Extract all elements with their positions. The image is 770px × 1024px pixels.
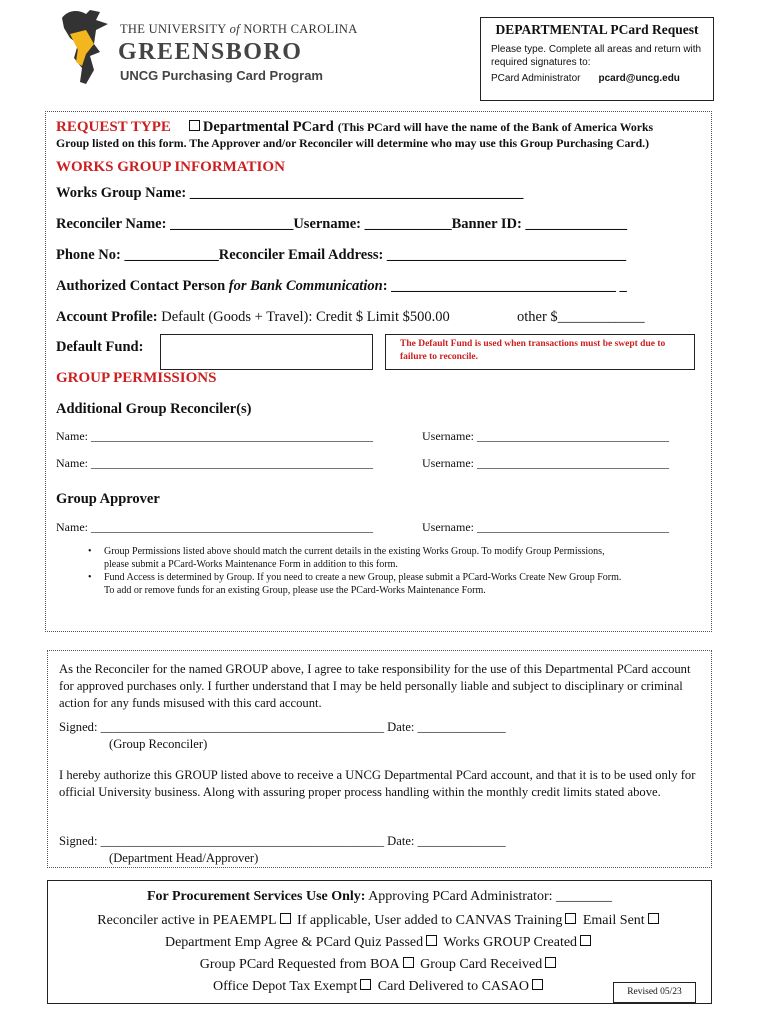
peaempl-checkbox[interactable] (280, 913, 291, 924)
request-box-instructions: Please type. Complete all areas and return with required signatures to: (491, 44, 702, 68)
quiz-passed-checkbox[interactable] (426, 935, 437, 946)
request-box-title: DEPARTMENTAL PCard Request (495, 22, 699, 37)
canvas-training-checkbox[interactable] (565, 913, 576, 924)
revised-date-label: Revised 05/23 (613, 982, 696, 1003)
approver-role-label: (Department Head/Approver) (109, 851, 259, 865)
logo-greensboro: GREENSBORO (118, 39, 303, 65)
request-type-label: REQUEST TYPE (56, 119, 171, 135)
permissions-notes (86, 546, 706, 598)
spartan-logo-icon (56, 8, 114, 86)
procurement-row-5: Office Depot Tax Exempt Card Delivered to CASAO (47, 979, 712, 995)
reconciler-signature-line[interactable]: Signed: _____________________________________________ Date: ______________ (59, 720, 506, 734)
reconciler-name-field[interactable]: Reconciler Name: _________________Username: ____________Banner ID: ______________ (56, 216, 627, 232)
phone-email-field[interactable]: Phone No: _____________Reconciler Email Address: _________________________________ (56, 247, 627, 263)
uncg-logo (56, 8, 358, 88)
request-type-row (56, 118, 653, 136)
card-received-checkbox[interactable] (545, 957, 556, 968)
request-box-admin: PCard Administrator pcard@uncg.edu (491, 73, 680, 84)
permissions-note-1: • Group Permissions listed above should match the current details in the existing Works Group. To modify Group Permissions, please submit a PCard-Works Maintenance Form in addition to this form. (86, 546, 706, 571)
additional-reconciler-username-2[interactable]: Username: ________________________________ (422, 456, 669, 470)
request-type-note-cont: Group listed on this form. The Approver and/or Reconciler will determine who may use this Group Purchasing Card.) (56, 136, 650, 150)
procurement-row-2: Reconciler active in PEAEMPL If applicable, User added to CANVAS Training Email Sent (47, 913, 712, 929)
reconciler-role-label: (Group Reconciler) (109, 737, 208, 751)
email-sent-checkbox[interactable] (648, 913, 659, 924)
procurement-row-4: Group PCard Requested from BOA Group Card Received (47, 957, 712, 973)
reconciler-agreement-text: As the Reconciler for the named GROUP above, I agree to take responsibility for the use of this Departmental PCard account for approved purchases only. I further understand that I may be held personally liable and subject to disciplinary or criminal action for any funds misused with this card account. (59, 662, 691, 710)
departmental-pcard-checkbox[interactable] (189, 120, 200, 131)
procurement-title-row: For Procurement Services Use Only: Approving PCard Administrator: ________ (146, 889, 613, 904)
account-profile-row: Account Profile: Default (Goods + Travel): Credit $ Limit $500.00 (56, 309, 450, 325)
default-fund-note: The Default Fund is used when transactions must be swept due to failure to reconcile. (385, 334, 695, 370)
additional-reconciler-username-1[interactable]: Username: ________________________________ (422, 429, 669, 443)
permissions-note-2: • Fund Access is determined by Group. If you need to create a new Group, please submit a PCard-Works Create New Group Form. To add or remove funds for an existing Group, please use the PCard-Works Maintenance Form. (86, 572, 706, 597)
request-info-box (480, 17, 714, 101)
approver-authorization-text: I hereby authorize this GROUP listed above to receive a UNCG Departmental PCard account, and that it is to be used only for official University business. Along with assuring proper process handling within the monthly credit limits stated above. (59, 768, 696, 799)
group-permissions-heading: GROUP PERMISSIONS (56, 370, 217, 386)
additional-reconciler-name-2[interactable]: Name: _______________________________________________ (56, 456, 373, 470)
works-group-created-checkbox[interactable] (580, 935, 591, 946)
boa-requested-checkbox[interactable] (403, 957, 414, 968)
tax-exempt-checkbox[interactable] (360, 979, 371, 990)
group-approver-username[interactable]: Username: ________________________________ (422, 520, 669, 534)
authorized-contact-field[interactable]: Authorized Contact Person for Bank Communication: _______________________________ _ (56, 278, 627, 294)
default-fund-input[interactable] (160, 334, 373, 370)
group-approver-name[interactable]: Name: _______________________________________________ (56, 520, 373, 534)
logo-university-line: THE UNIVERSITY of NORTH CAROLINA (120, 22, 358, 36)
admin-email-link[interactable]: pcard@uncg.edu (598, 73, 680, 84)
additional-reconciler-name-1[interactable]: Name: _______________________________________________ (56, 429, 373, 443)
group-approver-heading: Group Approver (56, 491, 160, 507)
logo-program-name: UNCG Purchasing Card Program (120, 68, 323, 83)
account-profile-other-field[interactable]: other $____________ (517, 309, 645, 325)
approver-signature-line[interactable]: Signed: _____________________________________________ Date: ______________ (59, 834, 506, 848)
works-group-name-field[interactable]: Works Group Name: ______________________________________________ (56, 185, 524, 201)
departmental-pcard-option: Departmental PCard (202, 119, 334, 135)
works-group-heading: WORKS GROUP INFORMATION (56, 159, 285, 175)
card-delivered-checkbox[interactable] (532, 979, 543, 990)
additional-reconciler-heading: Additional Group Reconciler(s) (56, 401, 252, 417)
procurement-row-3: Department Emp Agree & PCard Quiz Passed Works GROUP Created (47, 935, 712, 951)
request-type-note: (This PCard will have the name of the Bank of America Works (337, 120, 654, 134)
default-fund-label: Default Fund: (56, 339, 144, 355)
